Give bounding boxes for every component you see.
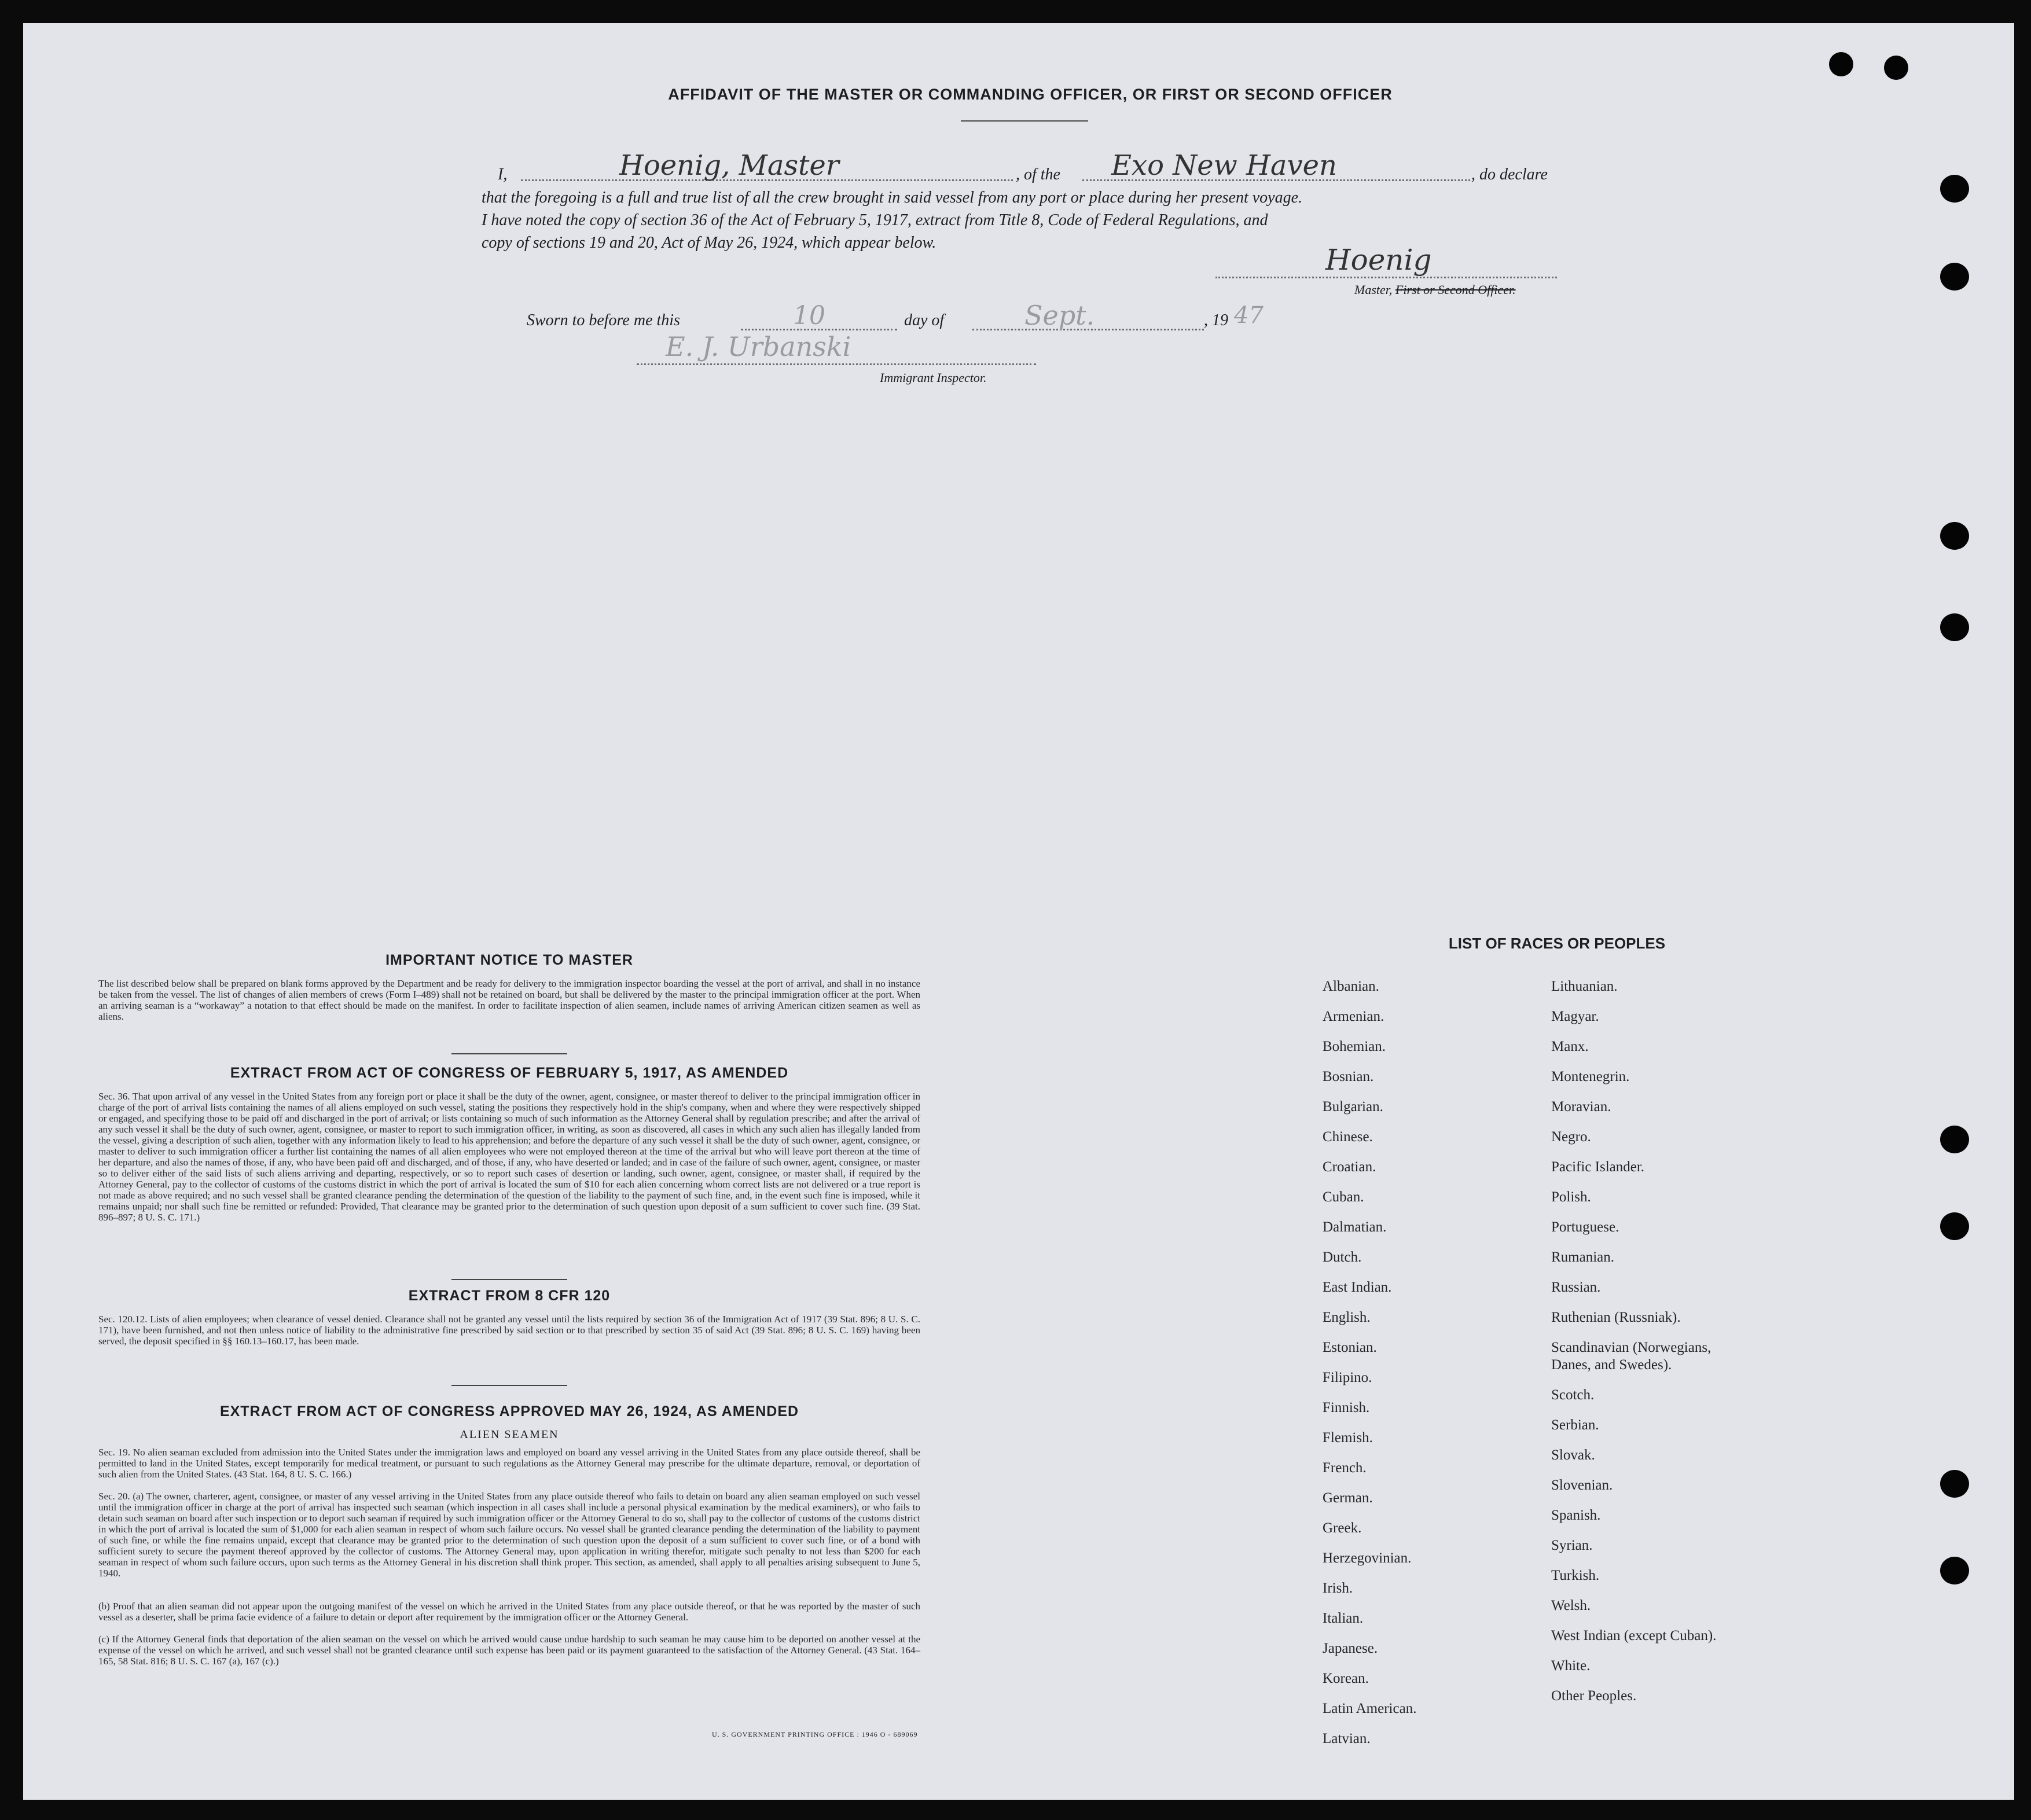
race-item: Spanish. — [1551, 1508, 1601, 1523]
race-item: Slovak. — [1551, 1447, 1595, 1463]
race-item: East Indian. — [1323, 1279, 1392, 1295]
year-handwriting: 47 — [1234, 302, 1264, 329]
declaration-line-3: I have noted the copy of section 36 of the Act of February 5, 1917, extract from Title 8, Code of Federal Regulations, and — [482, 211, 1268, 229]
title-rule — [961, 120, 1088, 122]
notice-body: The list described below shall be prepared on blank forms approved by the Department and be ready for delivery to the immigration inspector boarding the vessel at the port of arrival, and shall in no instance be taken from the vessel. The list of changes of alien members of crews (Form I–489) shall not be retained on board, but shall be delivered by the master to the principal immigration officer at the port. When an arriving seaman is a “workaway” a notation to that effect should be made on the manifest. In order to facilitate inspection of alien seamen, include names of arriving American citizen seamen as well as aliens. — [98, 978, 920, 1022]
race-item: Bohemian. — [1323, 1039, 1386, 1054]
sec-20b-body: (b) Proof that an alien seaman did not appear upon the outgoing manifest of the vessel on which he arrived in the United States from any place outside thereof, or that he was reported by the master of such vessel as a deserter, shall be prima facie evidence of a failure to detain or deport after requirement by the immigration officer or the Attorney General. — [98, 1601, 920, 1623]
master-caption — [1354, 282, 1516, 297]
punch-hole — [1884, 56, 1908, 80]
race-item: Turkish. — [1551, 1568, 1600, 1583]
year-prefix: , 19 — [1204, 311, 1228, 329]
race-item: Other Peoples. — [1551, 1688, 1637, 1704]
race-item: Latvian. — [1323, 1731, 1371, 1747]
affidavit-title: AFFIDAVIT OF THE MASTER OR COMMANDING OFFICER, OR FIRST OR SECOND OFFICER — [668, 86, 1393, 103]
race-item: Albanian. — [1323, 979, 1379, 994]
race-item: Moravian. — [1551, 1099, 1611, 1115]
alien-seamen-subtitle: ALIEN SEAMEN — [460, 1428, 559, 1441]
punch-hole — [1940, 175, 1969, 203]
day-of-label: day of — [904, 311, 945, 329]
declaration-line-1 — [480, 149, 1638, 183]
rule-1 — [451, 1053, 567, 1054]
race-item: Greek. — [1323, 1520, 1362, 1536]
race-item: Montenegrin. — [1551, 1069, 1630, 1084]
of-the-label: , of the — [1016, 166, 1060, 183]
race-item: Japanese. — [1323, 1641, 1378, 1656]
race-item: Filipino. — [1323, 1370, 1372, 1385]
punch-hole — [1940, 1126, 1969, 1153]
race-item: Syrian. — [1551, 1538, 1593, 1553]
day-handwriting: 10 — [793, 301, 825, 330]
race-item: Lithuanian. — [1551, 979, 1618, 994]
race-item: Bulgarian. — [1323, 1099, 1383, 1115]
master-caption-struck: First or Second Officer. — [1395, 282, 1516, 297]
vessel-handwriting: Exo New Haven — [1111, 149, 1337, 182]
race-item: Scotch. — [1551, 1387, 1595, 1403]
rule-3 — [451, 1385, 567, 1386]
race-item: Serbian. — [1551, 1417, 1599, 1433]
punch-hole — [1829, 52, 1853, 76]
race-item: Bosnian. — [1323, 1069, 1374, 1084]
sec-20c-body: (c) If the Attorney General finds that deportation of the alien seaman on the vessel on which he arrived would cause undue hardship to such seaman he may cause him to be deported on another vessel at the expense of the vessel on which he arrived, and such vessel shall not be granted clearance until such expense has been paid or its payment guaranteed to the satisfaction of the Attorney General. (43 Stat. 164–165, 58 Stat. 816; 8 U. S. C. 167 (a), 167 (c).) — [98, 1634, 920, 1667]
race-item: Flemish. — [1323, 1430, 1373, 1446]
form-page — [23, 23, 2014, 1800]
race-item: Estonian. — [1323, 1340, 1377, 1355]
race-item: Russian. — [1551, 1279, 1601, 1295]
inspector-signature: E. J. Urbanski — [666, 331, 851, 362]
race-item: Slovenian. — [1551, 1477, 1613, 1493]
race-item: Italian. — [1323, 1611, 1364, 1626]
declaration-line-4: copy of sections 19 and 20, Act of May 26, 1924, which appear below. — [482, 234, 936, 252]
do-declare-label: , do declare — [1471, 166, 1548, 183]
race-item: Finnish. — [1323, 1400, 1370, 1415]
punch-hole — [1940, 1470, 1969, 1498]
extract-cfr-body: Sec. 120.12. Lists of alien employees; when clearance of vessel denied. Clearance shall not be granted any vessel until the lists required by section 36 of the Immigration Act of 1917 (39 Stat. 896; 8 U. S. C. 171), have been furnished, and not then unless notice of liability to the administrative fine prescribed by said section or to that prescribed by section 35 of said Act (39 Stat. 896; 8 U. S. C. 169) having been served, the deposit specified in §§ 160.13–160.17, has been made. — [98, 1314, 920, 1347]
race-item: West Indian (except Cuban). — [1551, 1628, 1717, 1643]
race-item: White. — [1551, 1658, 1591, 1674]
notice-title: IMPORTANT NOTICE TO MASTER — [385, 952, 633, 968]
race-item: German. — [1323, 1490, 1373, 1506]
races-title: LIST OF RACES OR PEOPLES — [1448, 935, 1666, 952]
punch-hole — [1940, 1557, 1969, 1584]
extract-1924-title: EXTRACT FROM ACT OF CONGRESS APPROVED MAY 26, 1924, AS AMENDED — [219, 1403, 799, 1420]
punch-hole — [1940, 1212, 1969, 1240]
extract-1917-title: EXTRACT FROM ACT OF CONGRESS OF FEBRUARY 5, 1917, AS AMENDED — [230, 1065, 789, 1081]
race-item: Armenian. — [1323, 1009, 1384, 1024]
declaration-line-2: that the foregoing is a full and true list of all the crew brought in said vessel from any port or place during her present voyage. — [482, 189, 1303, 207]
sworn-label: Sworn to before me this — [527, 311, 680, 329]
extract-1917-body: Sec. 36. That upon arrival of any vessel in the United States from any foreign port or place it shall be the duty of the owner, agent, consignee, or master thereof to deliver to the principal immigration officer in charge of the port of arrival lists containing the names of all aliens employed on such vessel, stating the positions they respectively hold in the ship's company, when and where they were respectively shipped or engaged, and specifying those to be paid off and discharged in the port of arrival; or lists containing so much of such information as the Attorney General shall by regulation prescribe; and after the arrival of any such vessel it shall be the duty of such owner, agent, consignee, or master to report to such immigration officer, in writing, as soon as discovered, all cases in which any such alien has illegally landed from the vessel, giving a description of such alien, together with any information likely to lead to his apprehension; and before the departure of any such vessel it shall be the duty of such owner, agent, consignee, or master to deliver to such immigration officer a further list containing the names of all alien employees who were not employed thereon at the time of the arrival but who will leave port thereon at the time of her departure, and also the names of those, if any, who have been paid off and discharged, and of those, if any, who have deserted or landed; and in case of the failure of such owner, agent, consignee, or master so to deliver either of the said lists of such aliens arriving and departing, respectively, or so to report such cases of desertion or landing, such owner, agent, consignee, or master shall, if required by the Attorney General, pay to the collector of customs of the customs district in which the port of arrival is located the sum of $10 for each alien concerning whom correct lists are not delivered or a true report is not made as above required; and no such vessel shall be granted clearance pending the determination of the question of the liability to the payment of such fine, and, in the event such fine is imposed, while it remains unpaid; nor shall such fine be remitted or refunded: Provided, That clearance may be granted prior to the determination of such question upon deposit of a sum sufficient to cover such fine. (39 Stat. 896–897; 8 U. S. C. 171.) — [98, 1091, 920, 1223]
master-caption-master: Master, — [1354, 282, 1393, 297]
master-signature: Hoenig — [1325, 243, 1432, 277]
race-item: Polish. — [1551, 1189, 1591, 1205]
race-item: Ruthenian (Russniak). — [1551, 1310, 1681, 1325]
punch-hole — [1940, 263, 1969, 291]
race-item: Irish. — [1323, 1580, 1353, 1596]
race-item: French. — [1323, 1460, 1367, 1476]
race-item: Croatian. — [1323, 1159, 1376, 1175]
race-item: Dalmatian. — [1323, 1219, 1387, 1235]
race-item: Cuban. — [1323, 1189, 1364, 1205]
race-item: Chinese. — [1323, 1129, 1373, 1145]
inspector-caption: Immigrant Inspector. — [880, 370, 987, 385]
race-item: Manx. — [1551, 1039, 1589, 1054]
race-item: Dutch. — [1323, 1249, 1362, 1265]
month-handwriting: Sept. — [1024, 300, 1095, 331]
race-item: Latin American. — [1323, 1701, 1417, 1716]
punch-hole — [1940, 613, 1969, 641]
punch-hole — [1940, 522, 1969, 550]
race-item: English. — [1323, 1310, 1371, 1325]
race-item: Welsh. — [1551, 1598, 1591, 1613]
sworn-line — [527, 294, 1337, 331]
sec-20a-body: Sec. 20. (a) The owner, charterer, agent, consignee, or master of any vessel arriving in the United States from any place outside thereof who fails to detain on board any alien seaman employed on such vessel until the immigration officer in charge at the port of arrival has inspected such seaman (which inspection in all cases shall include a personal physical examination by the medical examiners), or who fails to detain such seaman on board after such inspection or to deport such seaman if required by such immigration officer or the Attorney General to do so, shall pay to the collector of customs of the customs district in which the port of arrival is located the sum of $1,000 for each alien seaman in respect of whom such failure occurs. No vessel shall be granted clearance pending the determination of the liability to payment of such fine, or while the fine remains unpaid, except that clearance may be granted prior to the determination of such question upon the deposit of a sum sufficient to cover such fine, or of a bond with sufficient surety to secure the payment thereof approved by the collector of customs. The Attorney General may, upon application in writing therefor, mitigate such penalty to not less than $200 for each seaman in respect of whom such failure occurs, upon such terms as the Attorney General in his discretion shall think proper. This section, as amended, shall apply to all penalties arising subsequent to June 5, 1940. — [98, 1491, 920, 1579]
sec-19-body: Sec. 19. No alien seaman excluded from admission into the United States under the immigration laws and employed on board any vessel arriving in the United States from any place outside thereof, shall be permitted to land in the United States, except temporarily for medical treatment, or pursuant to such regulations as the Attorney General may prescribe for the ultimate departure, removal, or deportation of such alien from the United States. (43 Stat. 164, 8 U. S. C. 166.) — [98, 1447, 920, 1480]
rule-2 — [451, 1279, 567, 1280]
race-item: Negro. — [1551, 1129, 1591, 1145]
signer-handwriting: Hoenig, Master — [619, 149, 839, 182]
race-item: Scandinavian (Norwegians, Danes, and Swedes). — [1551, 1340, 1712, 1373]
race-item: Rumanian. — [1551, 1249, 1615, 1265]
extract-cfr-title: EXTRACT FROM 8 CFR 120 — [408, 1288, 611, 1304]
race-item: Portuguese. — [1551, 1219, 1619, 1235]
race-item: Pacific Islander. — [1551, 1159, 1645, 1175]
i-label: I, — [498, 166, 508, 183]
printing-imprint: U. S. GOVERNMENT PRINTING OFFICE : 1946 O - 689069 — [712, 1730, 918, 1738]
race-item: Korean. — [1323, 1671, 1369, 1686]
race-item: Magyar. — [1551, 1009, 1599, 1024]
race-item: Herzegovinian. — [1323, 1550, 1412, 1566]
